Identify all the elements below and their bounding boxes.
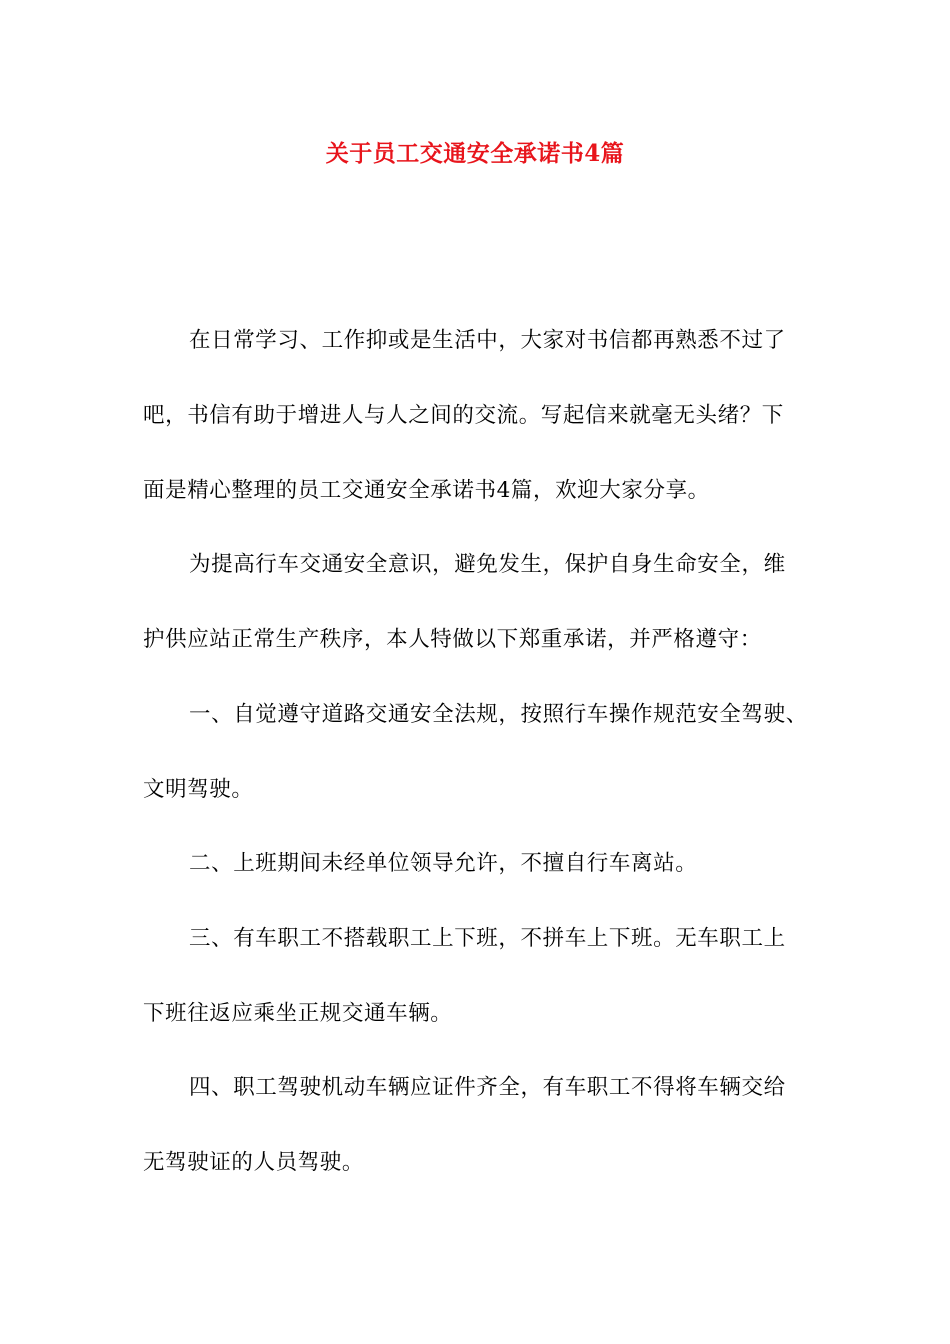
item-2-line-1: 二、上班期间未经单位领导允许，不擅自行车离站。 bbox=[189, 851, 698, 876]
item-1-line-2: 文明驾驶。 bbox=[143, 777, 254, 802]
paragraph-intro-line-2: 吧，书信有助于增进人与人之间的交流。写起信来就毫无头绪？下 bbox=[143, 403, 784, 428]
item-3-line-1: 三、有车职工不搭载职工上下班，不拼车上下班。无车职工上 bbox=[189, 926, 786, 951]
item-1-line-1: 一、自觉遵守道路交通安全法规，按照行车操作规范安全驾驶、 bbox=[189, 702, 808, 727]
paragraph-intro-line-1: 在日常学习、工作抑或是生活中，大家对书信都再熟悉不过了 bbox=[189, 328, 786, 353]
item-4-line-2: 无驾驶证的人员驾驶。 bbox=[143, 1150, 365, 1175]
document-title: 关于员工交通安全承诺书4篇 bbox=[325, 140, 625, 167]
paragraph-intro-line-3: 面是精心整理的员工交通安全承诺书4篇，欢迎大家分享。 bbox=[143, 478, 710, 503]
item-3-line-2: 下班往返应乘坐正规交通车辆。 bbox=[143, 1001, 453, 1026]
paragraph-pledge-line-1: 为提高行车交通安全意识，避免发生，保护自身生命安全，维 bbox=[189, 552, 786, 577]
paragraph-pledge-line-2: 护供应站正常生产秩序，本人特做以下郑重承诺，并严格遵守： bbox=[143, 627, 762, 652]
item-4-line-1: 四、职工驾驶机动车辆应证件齐全，有车职工不得将车辆交给 bbox=[189, 1075, 786, 1100]
